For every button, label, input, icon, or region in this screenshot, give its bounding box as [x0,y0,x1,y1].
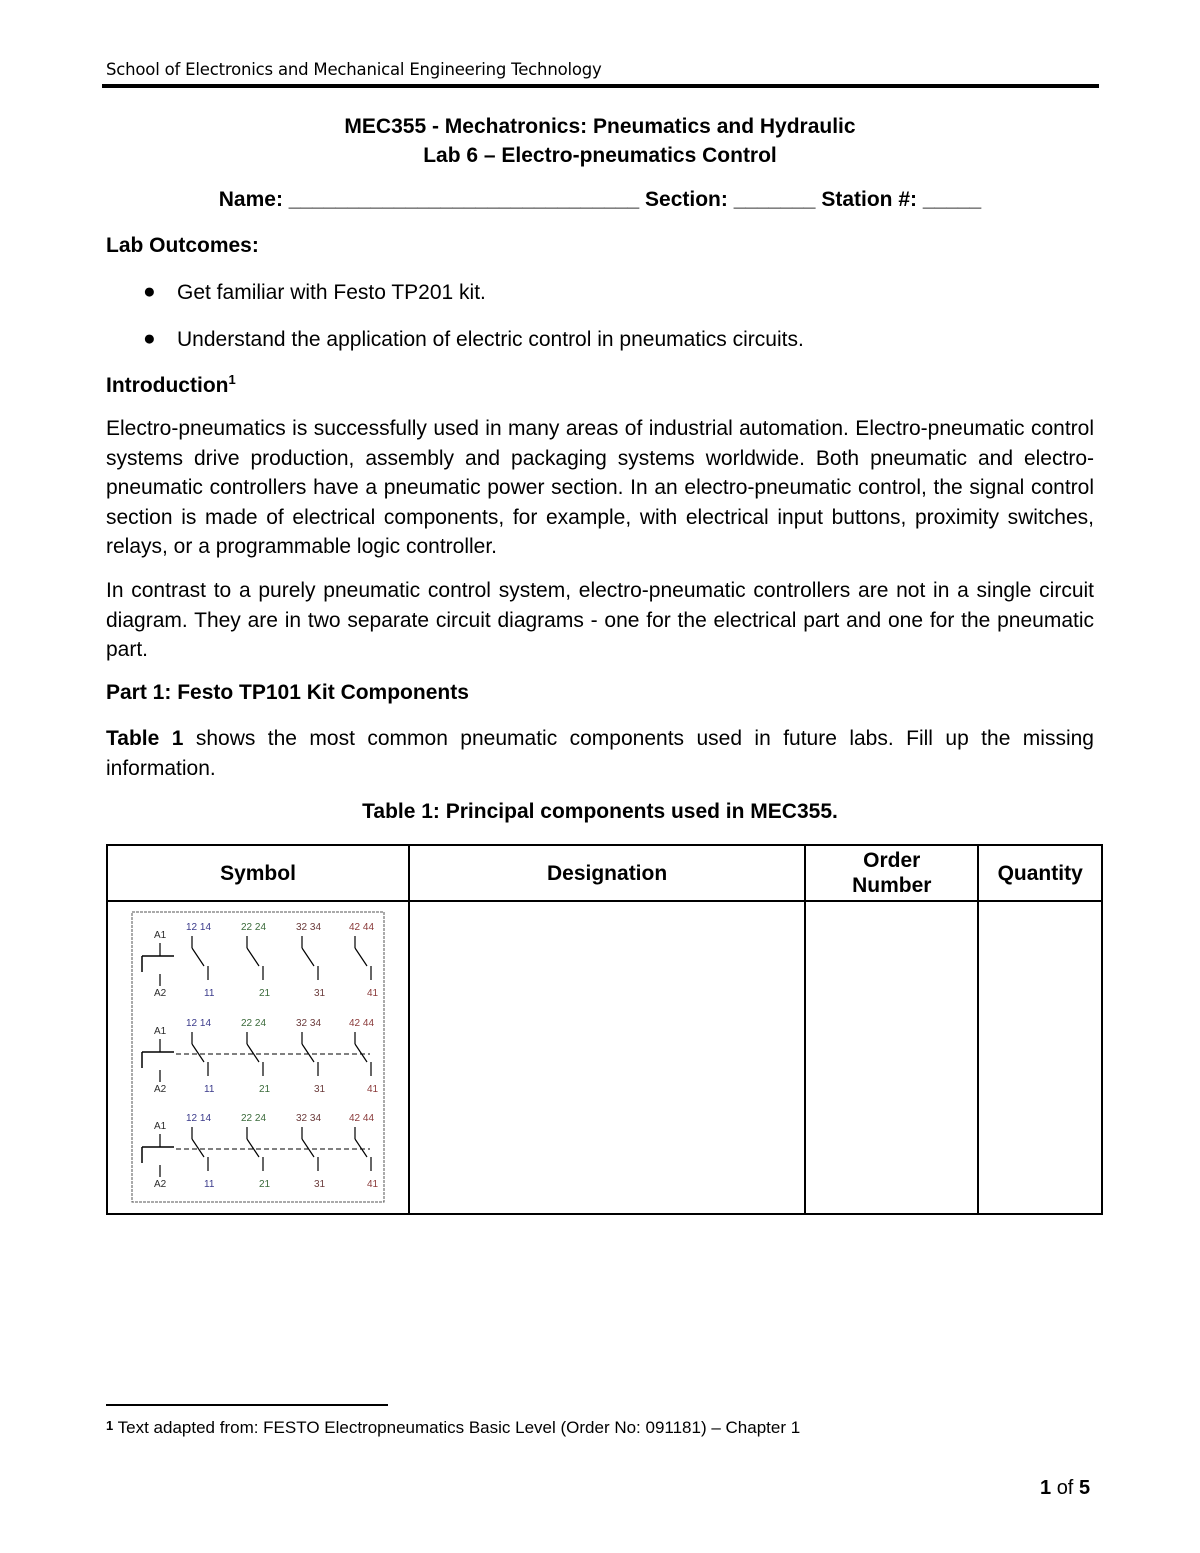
quantity-cell[interactable] [978,901,1102,1214]
part1-paragraph: Table 1 shows the most common pneumatic components used in future labs. Fill up the missing information. [106,727,1094,780]
contact-terminal-top: 22 24 [241,1018,267,1029]
name-label: Name: [218,188,283,211]
course-title: MEC355 - Mechatronics: Pneumatics and Hydraulic [344,115,856,138]
bullet-icon: ● [143,327,156,350]
contact-terminal-top: 12 14 [186,1113,212,1124]
contact-blade [355,1139,367,1157]
contact-blade [355,948,367,966]
components-table [106,844,1103,1215]
relay-symbol-icon [108,902,408,1213]
station-label: Station #: [821,188,917,211]
header-designation: Designation [409,845,805,901]
page-number: 1 of 5 [1040,1477,1091,1499]
intro-paragraph-2: In contrast to a purely pneumatic control system, electro-pneumatic controllers are not in a single circuit diagram. They are in two separate circuit diagrams - one for the electrical part and one for the pneumatic part. [106,579,1094,661]
contact-terminal-bottom: 21 [259,1084,271,1095]
school-header: School of Electronics and Mechanical Engineering Technology [106,60,602,79]
contact-terminal-bottom: 21 [259,1179,271,1190]
contact-blade [247,1139,259,1157]
intro-paragraph-1: Electro-pneumatics is successfully used in many areas of industrial automation. Electro-pneumatic control systems drive production, assembly and packaging systems worldwide. Both pneumatic and electro-pneumatic controllers have a pneumatic power section. In an electro-pneumatic control, the signal control section is made of electrical components, for example, with electrical input buttons, proximity switches, relays, or a programmable logic controller. [106,417,1094,558]
order-number-cell[interactable] [805,901,978,1214]
contact-terminal-top: 32 34 [296,1018,322,1029]
contact-terminal-bottom: 11 [204,1084,215,1095]
coil-terminal-a1: A1 [154,1121,167,1132]
name-blank: ______________________________ [288,188,640,211]
contact-blade [302,948,314,966]
contact-terminal-bottom: 41 [367,988,379,999]
contact-terminal-top: 42 44 [349,922,375,933]
coil-terminal-a2: A2 [154,988,167,999]
contact-terminal-top: 32 34 [296,922,322,933]
contact-terminal-bottom: 31 [314,1084,326,1095]
coil-terminal-a1: A1 [154,1026,167,1037]
outcome-item: Get familiar with Festo TP201 kit. [177,281,486,304]
contact-terminal-top: 12 14 [186,1018,212,1029]
contact-terminal-bottom: 11 [204,1179,215,1190]
coil-terminal-a2: A2 [154,1179,167,1190]
outcome-item: Understand the application of electric control in pneumatics circuits. [177,328,804,351]
footnote-ref: 1 [228,372,236,387]
designation-cell[interactable] [409,901,805,1214]
contact-terminal-bottom: 31 [314,1179,326,1190]
symbol-cell [107,901,409,1214]
footnote: $^1$ Text adapted from: FESTO Electropneumatics Basic Level (Order No: 091181) – Chapter 1 [106,1418,801,1437]
name-section-station-row [0,188,1200,212]
header-quantity: Quantity [978,845,1102,901]
contact-blade [355,1044,367,1062]
section-blank: _______ [733,188,816,211]
outcomes-heading: Lab Outcomes: [106,234,259,257]
contact-blade [247,948,259,966]
contact-terminal-bottom: 11 [204,988,215,999]
contact-terminal-bottom: 21 [259,988,271,999]
contact-blade [247,1044,259,1062]
bullet-icon: ● [143,280,156,303]
contact-terminal-top: 22 24 [241,922,267,933]
contact-blade [192,1044,204,1062]
contact-terminal-top: 42 44 [349,1113,375,1124]
contact-blade [192,1139,204,1157]
contact-terminal-top: 22 24 [241,1113,267,1124]
coil-terminal-a2: A2 [154,1084,167,1095]
contact-blade [302,1139,314,1157]
table-caption: Table 1: Principal components used in MEC355. [362,800,838,823]
header-rule [102,84,1099,88]
contact-terminal-bottom: 41 [367,1179,379,1190]
section-label: Section: [645,188,728,211]
introduction-heading: Introduction$^1$ [106,372,236,397]
contact-terminal-top: 32 34 [296,1113,322,1124]
contact-blade [302,1044,314,1062]
station-blank: _____ [922,188,982,211]
contact-blade [192,948,204,966]
part1-heading: Part 1: Festo TP101 Kit Components [106,681,469,704]
contact-terminal-top: 12 14 [186,922,212,933]
contact-terminal-top: 42 44 [349,1018,375,1029]
header-symbol: Symbol [107,845,409,901]
table-row [107,901,1102,1214]
lab-title: Lab 6 – Electro-pneumatics Control [423,144,777,167]
contact-terminal-bottom: 41 [367,1084,379,1095]
header-order-number: Order Number [805,845,978,901]
contact-terminal-bottom: 31 [314,988,326,999]
footnote-rule [106,1404,388,1406]
coil-terminal-a1: A1 [154,930,167,941]
